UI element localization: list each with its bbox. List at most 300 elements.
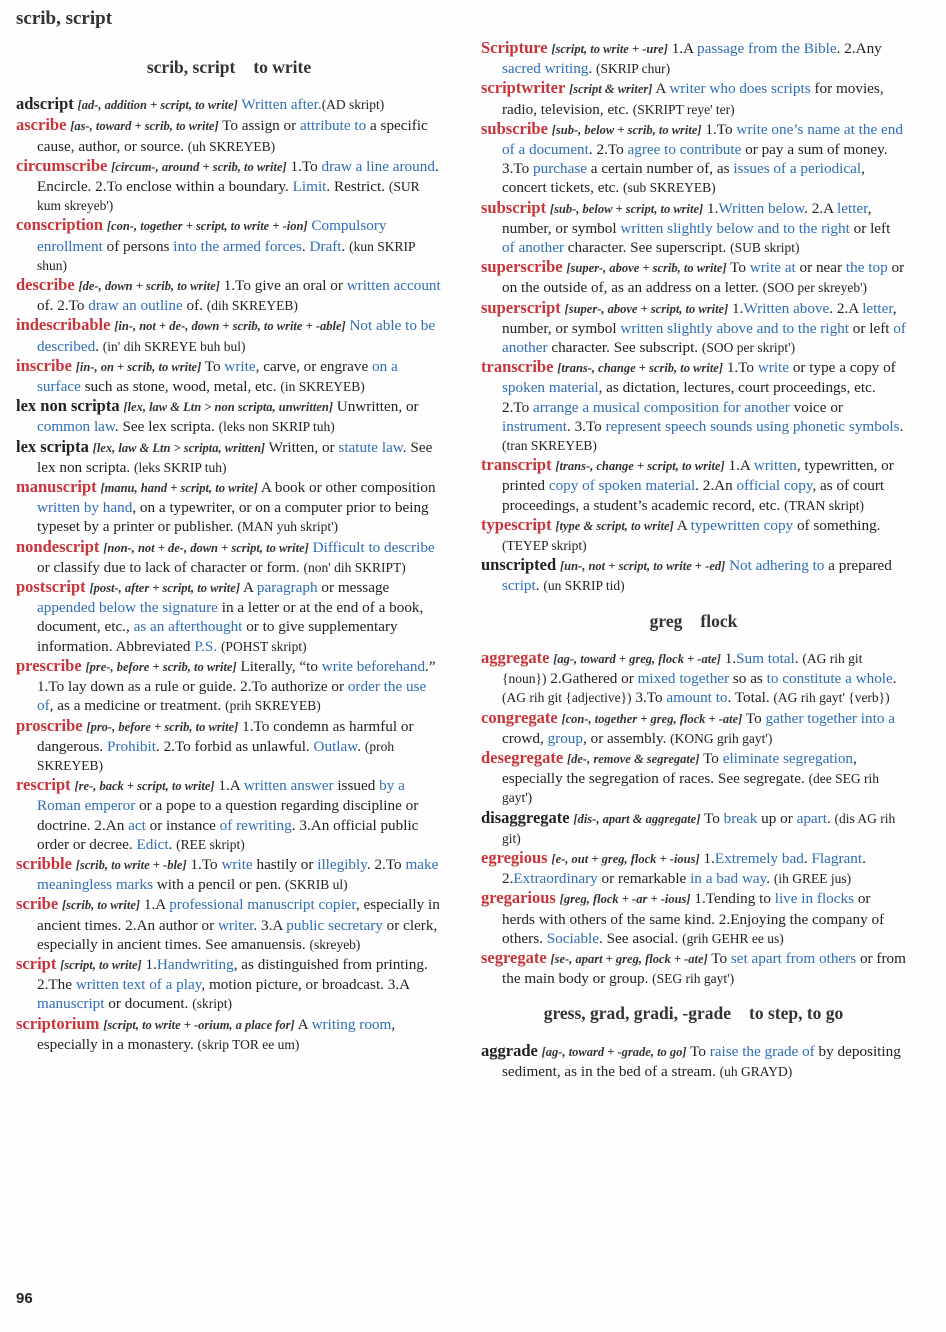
- headword: describe: [16, 275, 75, 295]
- headword: proscribe: [16, 715, 83, 735]
- entry-nondescript: [16, 537, 442, 577]
- definition-text: a specific cause, author, or source.: [37, 117, 428, 155]
- definition-highlight: letter: [862, 299, 893, 317]
- definition-text: or document.: [104, 995, 193, 1013]
- entry-lex-non-scripta: [16, 396, 442, 436]
- definition-text: in a letter or at the end of a book, document, etc.,: [37, 599, 424, 636]
- headword: typescript: [481, 514, 552, 534]
- section-title: gress, grad, gradi, -grade: [543, 1003, 731, 1024]
- pronunciation: (dih SKREYEB): [206, 298, 298, 314]
- definition-text: , as distinguished from printing. 2.The: [37, 955, 428, 994]
- right-column: [481, 38, 906, 1081]
- section-header-greg: [481, 612, 906, 631]
- pronunciation: (KONG grih gayt'): [670, 730, 773, 746]
- definition-text: . 2.To forbid as unlawful.: [155, 737, 314, 755]
- etymology: [ag-, toward + -grade, to go]: [541, 1044, 687, 1059]
- definition-highlight: make meaningless marks: [37, 855, 439, 894]
- definition-highlight: Sociable: [546, 929, 600, 947]
- definition-text: , especially in a monastery.: [37, 1015, 396, 1053]
- pronunciation: (AG rih git {noun}): [502, 650, 863, 687]
- definition-text: .: [301, 237, 310, 255]
- etymology: [type & script, to write]: [555, 518, 674, 533]
- pronunciation: (REE skript): [176, 836, 245, 852]
- entry-manuscript: [16, 477, 442, 537]
- definition-highlight: appended below the signature: [37, 599, 218, 617]
- headword: scriptorium: [16, 1013, 100, 1033]
- headword: conscription: [16, 215, 104, 235]
- pronunciation: (sub SKREYEB): [623, 180, 716, 196]
- entry-ascribe: [16, 115, 442, 155]
- definition-highlight: Edict: [136, 835, 169, 853]
- pronunciation: (AG rih gayt' {verb}): [773, 690, 890, 706]
- entry-list: [481, 1041, 906, 1081]
- definition-text: , number, or symbol: [502, 199, 872, 237]
- entry-scribe: [16, 894, 442, 954]
- definition-highlight: mixed together: [637, 670, 730, 688]
- headword: gregarious: [481, 888, 556, 908]
- definition-highlight: write: [757, 359, 790, 377]
- pronunciation: (skrip TOR ee um): [197, 1036, 300, 1052]
- section-gloss: flock: [700, 610, 738, 631]
- definition-text: a certain number of, as: [586, 160, 734, 178]
- etymology: [de-, remove & segregate]: [566, 751, 700, 766]
- definition-highlight: set apart from others: [730, 949, 857, 967]
- entry-subscribe: [481, 119, 906, 198]
- headword: postscript: [16, 577, 86, 597]
- definition-text: , as of court proceedings, a student’s academic record, etc.: [502, 477, 885, 514]
- definition-text: .: [588, 60, 597, 78]
- etymology: [de-, down + scrib, to write]: [78, 279, 220, 294]
- definition-text: or from the main body or group.: [502, 949, 906, 988]
- definition-highlight: written slightly above and to the right: [620, 319, 849, 337]
- definition-text: , especially in ancient times. 2.An author or: [37, 896, 440, 934]
- entry-scriptorium: [16, 1014, 442, 1054]
- etymology: [e-, out + greg, flock + -ious]: [551, 851, 700, 866]
- pronunciation: (ih GREE jus): [773, 871, 852, 887]
- entry-segregate: [481, 948, 906, 988]
- definition-text: 2.Gathered or: [546, 670, 638, 688]
- definition-text: , as a medicine or treatment.: [49, 697, 226, 715]
- definition-text: of something.: [793, 516, 881, 534]
- etymology: [script, to write + -ure]: [551, 42, 668, 56]
- definition-highlight: of rewriting: [219, 816, 292, 834]
- etymology: [re-, back + script, to write]: [74, 779, 215, 794]
- definition-text: or herds with others of the same kind. 2.Enjoying the company of others.: [502, 890, 885, 947]
- pronunciation: (in SKREYEB): [280, 379, 365, 395]
- pronunciation: (SKRIP chur): [596, 61, 671, 77]
- pronunciation: (kun SKRIP shun): [37, 238, 415, 273]
- definition-text: up or: [757, 809, 797, 827]
- definition-text: character. See superscript.: [564, 239, 731, 257]
- etymology: [scrib, to write + -ble]: [75, 857, 187, 872]
- etymology: [dis-, apart & aggregate]: [573, 811, 701, 826]
- definition-highlight: copy of spoken material: [548, 477, 696, 495]
- etymology: [pre-, before + scrib, to write]: [85, 659, 237, 674]
- definition-text: .: [794, 649, 803, 667]
- definition-highlight: to constitute a whole: [766, 670, 893, 688]
- etymology: [lex, law & Ltn > scripta, written]: [92, 440, 266, 455]
- definition-highlight: Compulsory enrollment: [37, 217, 387, 255]
- definition-text: .” 1.To lay down as a rule or guide. 2.To authorize or: [37, 657, 436, 696]
- definition-text: To: [201, 357, 225, 375]
- pronunciation: (SOO per skreyeb'): [762, 280, 868, 296]
- definition-text: 1.: [720, 649, 737, 667]
- definition-text: To assign or: [218, 117, 300, 135]
- definition-highlight: into the armed forces: [173, 237, 302, 255]
- definition-highlight: sacred writing: [502, 60, 589, 78]
- pronunciation: (leks non SKRIP tuh): [218, 419, 335, 435]
- headword: Scripture: [481, 38, 548, 57]
- definition-text: . 3.A: [253, 916, 287, 934]
- definition-text: voice or: [789, 398, 843, 416]
- definition-highlight: Handwriting: [156, 955, 234, 973]
- definition-text: To: [726, 259, 750, 277]
- definition-text: issued: [333, 777, 380, 795]
- headword: inscribe: [16, 355, 72, 375]
- pronunciation: (proh SKREYEB): [37, 738, 395, 773]
- etymology: [scrib, to write]: [61, 898, 141, 913]
- definition-highlight: written: [753, 457, 797, 475]
- definition-highlight: paragraph: [256, 579, 318, 597]
- definition-text: . 2.To: [588, 141, 628, 159]
- definition-text: , typewritten, or printed: [502, 457, 894, 495]
- pronunciation: (MAN yuh skript'): [237, 519, 339, 535]
- etymology: [post-, after + script, to write]: [89, 581, 240, 596]
- definition-text: , carve, or engrave: [255, 357, 372, 375]
- entry-rescript: [16, 775, 442, 854]
- definition-text: To: [686, 1042, 710, 1060]
- definition-highlight: issues of a periodical: [733, 160, 862, 178]
- definition-highlight: eliminate segregation: [722, 749, 854, 767]
- etymology: [con-, together + script, to write + -ion]: [106, 219, 308, 234]
- pronunciation: (prih SKREYEB): [225, 698, 321, 714]
- entry-gregarious: [481, 888, 906, 948]
- definition-text: 1.A: [214, 777, 244, 795]
- headword: superscript: [481, 297, 561, 317]
- definition-text: .: [803, 849, 812, 867]
- definition-text: . 2.An: [695, 477, 737, 495]
- entry-conscription: [16, 215, 442, 275]
- definition-text: or left: [848, 319, 894, 337]
- definition-highlight: live in flocks: [774, 890, 855, 908]
- definition-text: a prepared: [824, 557, 892, 575]
- definition-highlight: write one’s name at the end of a document: [502, 120, 903, 159]
- definition-highlight: Outlaw: [313, 737, 358, 755]
- headword: prescribe: [16, 655, 82, 675]
- definition-text: . See lex scripta.: [114, 418, 219, 436]
- definition-text: 1.: [728, 299, 744, 317]
- entry-proscribe: [16, 716, 442, 776]
- definition-text: or near: [795, 259, 846, 277]
- definition-text: , motion picture, or broadcast. 3.A: [201, 976, 410, 994]
- entry-list: [481, 648, 906, 988]
- definition-text: , especially the segregation of races. See segregate.: [502, 749, 857, 788]
- entry-egregious: [481, 848, 906, 888]
- definition-text: or to give supplementary information. Abbreviated: [37, 618, 398, 655]
- etymology: [trans-, change + script, to write]: [555, 459, 725, 474]
- definition-text: character. See subscript.: [547, 339, 702, 357]
- definition-highlight: group: [547, 729, 583, 747]
- etymology: [trans-, change + scrib, to write]: [557, 361, 724, 376]
- definition-text: 1.To condemn as harmful or dangerous.: [37, 717, 414, 755]
- definition-highlight: apart: [796, 809, 827, 827]
- entry-list: [16, 94, 442, 1054]
- definition-highlight: professional manuscript copier: [169, 896, 356, 914]
- definition-highlight: written by hand: [37, 499, 133, 517]
- entry-postscript: [16, 577, 442, 656]
- definition-text: crowd,: [502, 729, 548, 747]
- headword: scribble: [16, 853, 72, 873]
- definition-text: or instance: [145, 816, 220, 834]
- left-column: [16, 58, 442, 1054]
- definition-text: 1.A: [724, 457, 754, 475]
- headword: circumscribe: [16, 155, 108, 175]
- definition-text: A book or other composition: [257, 479, 436, 497]
- etymology: [ag-, toward + greg, flock + -ate]: [553, 651, 721, 666]
- definition-highlight: illegibly: [317, 855, 367, 873]
- pronunciation: (tran SKREYEB): [502, 438, 597, 454]
- definition-text: or type a copy of: [789, 359, 896, 377]
- definition-highlight: Sum total: [736, 649, 795, 667]
- pronunciation: (AD skript): [321, 97, 385, 113]
- definition-text: , number, or symbol: [502, 299, 897, 337]
- pronunciation: (SKRIB ul): [285, 877, 348, 893]
- definition-text: such as stone, wood, metal, etc.: [80, 378, 281, 396]
- etymology: [script, to write + -orium, a place for]: [103, 1017, 295, 1032]
- definition-text: for movies, radio, television, etc.: [502, 80, 884, 118]
- entry-script: [16, 954, 442, 1014]
- definition-highlight: order the use of: [37, 678, 427, 715]
- definition-highlight: Written below: [718, 199, 805, 217]
- definition-text: Unwritten, or: [332, 398, 419, 416]
- headword: disaggregate: [481, 807, 570, 827]
- definition-highlight: raise the grade of: [709, 1042, 815, 1060]
- headword: ascribe: [16, 115, 67, 135]
- definition-text: .: [95, 337, 103, 355]
- definition-text: . 2.: [502, 849, 866, 888]
- headword: transcript: [481, 455, 552, 475]
- definition-highlight: Limit: [292, 178, 327, 196]
- definition-text: or message: [317, 579, 390, 597]
- headword: egregious: [481, 847, 548, 867]
- entry-prescribe: [16, 656, 442, 716]
- pronunciation: (in' dih SKREYE buh bul): [102, 338, 246, 354]
- definition-highlight: passage from the Bible: [697, 40, 837, 57]
- section-title: greg: [649, 610, 683, 631]
- definition-highlight: writer: [217, 916, 254, 934]
- entry-transcribe: [481, 357, 906, 455]
- entry-congregate: [481, 708, 906, 748]
- pronunciation: (TEYEP skript): [502, 538, 587, 554]
- definition-highlight: writing room: [311, 1015, 392, 1033]
- pronunciation: (skript): [192, 996, 232, 1012]
- definition-highlight: script: [502, 577, 536, 595]
- definition-text: 1.A: [667, 40, 698, 57]
- definition-highlight: written answer: [243, 777, 334, 795]
- pronunciation: (TRAN skript): [784, 497, 864, 513]
- pronunciation: (non' dih SKRIPT): [303, 559, 406, 575]
- definition-text: or on the outside of, as an address on a letter.: [502, 259, 905, 297]
- etymology: [se-, apart + greg, flock + -ate]: [550, 951, 708, 966]
- definition-text: .: [766, 870, 774, 888]
- definition-highlight: amount to: [666, 689, 728, 707]
- definition-highlight: on a surface: [37, 357, 398, 396]
- entry-superscribe: [481, 257, 906, 297]
- definition-highlight: agree to contribute: [627, 141, 742, 159]
- headword: nondescript: [16, 536, 100, 556]
- pronunciation: (skreyeb): [309, 936, 361, 952]
- entry-scriptwriter: [481, 78, 906, 118]
- definition-highlight: by a Roman emperor: [37, 777, 405, 815]
- definition-text: , concert tickets, etc.: [502, 160, 865, 197]
- pronunciation: (SEG rih gayt'): [652, 971, 735, 987]
- definition-text: 1.To: [701, 120, 737, 138]
- definition-highlight: Not able to be described: [37, 317, 436, 355]
- definition-highlight: official copy: [736, 477, 813, 495]
- definition-text: , as dictation, lectures, court proceedings, etc. 2.To: [502, 379, 876, 416]
- etymology: [un-, not + script, to write + -ed]: [559, 559, 726, 574]
- definition-text: or clerk, especially in ancient times. See amanuensis.: [37, 916, 438, 953]
- definition-highlight: manuscript: [37, 995, 105, 1013]
- definition-text: . Encircle. 2.To enclose within a boundary.: [37, 157, 439, 196]
- entry-adscript: [16, 94, 442, 115]
- etymology: [lex, law & Ltn > non scripta, unwritten]: [123, 400, 333, 415]
- section-header-scrib: [16, 58, 442, 77]
- definition-highlight: of another: [502, 319, 906, 357]
- entry-unscripted: [481, 555, 906, 595]
- definition-text: 1.: [699, 849, 715, 867]
- headword: subscribe: [481, 118, 548, 138]
- section-gloss: to write: [253, 57, 312, 77]
- definition-text: Literally, “to: [236, 657, 322, 675]
- etymology: [non-, not + de-, down + script, to write]: [103, 540, 309, 555]
- definition-highlight: Flagrant: [811, 849, 863, 867]
- etymology: [pro-, before + scrib, to write]: [86, 719, 239, 734]
- definition-text: with a pencil or pen.: [153, 876, 286, 894]
- definition-highlight: Difficult to describe: [312, 538, 435, 556]
- definition-text: . 2.To: [366, 855, 406, 873]
- etymology: [super-, above + scrib, to write]: [566, 261, 727, 276]
- definition-highlight: arrange a musical composition for another: [533, 398, 790, 416]
- definition-text: .: [826, 809, 835, 827]
- definition-text: of. 2.To: [37, 297, 89, 315]
- definition-highlight: Not adhering to: [729, 557, 825, 575]
- definition-text: of.: [182, 297, 207, 315]
- etymology: [script, to write]: [60, 957, 142, 972]
- definition-text: .: [341, 237, 350, 255]
- definition-highlight: draw a line around: [321, 157, 435, 175]
- definition-highlight: public secretary: [286, 916, 383, 934]
- definition-highlight: common law: [37, 418, 115, 436]
- etymology: [circum-, around + scrib, to write]: [111, 159, 287, 174]
- headword: lex non scripta: [16, 396, 120, 416]
- pronunciation: (SUB skript): [730, 240, 800, 256]
- entry-scribble: [16, 854, 442, 894]
- pronunciation: (AG rih git {adjective}): [502, 690, 632, 706]
- definition-highlight: writer who does scripts: [669, 80, 811, 98]
- definition-text: . 2.Any: [836, 40, 882, 57]
- definition-text: A: [652, 80, 670, 98]
- definition-highlight: statute law: [338, 438, 403, 456]
- entry-aggregate: [481, 648, 906, 708]
- definition-text: . 3.To: [566, 417, 606, 435]
- definition-text: To: [742, 709, 766, 727]
- definition-highlight: Written after.: [241, 96, 322, 114]
- entry-scripture: [481, 38, 906, 78]
- definition-text: .: [168, 835, 177, 853]
- definition-text: of persons: [102, 237, 174, 255]
- headword: congregate: [481, 707, 558, 727]
- definition-text: so as: [729, 670, 767, 688]
- definition-text: .: [899, 417, 904, 435]
- definition-text: 1.A: [140, 896, 170, 914]
- entry-subscript: [481, 198, 906, 258]
- definition-text: . Restrict.: [326, 178, 389, 196]
- definition-text: 1.: [141, 955, 157, 973]
- definition-highlight: written text of a play: [75, 976, 202, 994]
- definition-text: 1.Tending to: [690, 890, 775, 908]
- definition-text: Written, or: [265, 438, 339, 456]
- etymology: [super-, above + script, to write]: [564, 301, 729, 316]
- definition-highlight: Extraordinary: [513, 870, 598, 888]
- entry-superscript: [481, 298, 906, 358]
- definition-highlight: typewritten copy: [690, 516, 794, 534]
- definition-text: . See asocial.: [599, 929, 683, 947]
- definition-text: . See lex non scripta.: [37, 438, 433, 476]
- definition-text: or remarkable: [597, 870, 691, 888]
- definition-text: hastily or: [252, 855, 318, 873]
- entry-inscribe: [16, 356, 442, 396]
- headword: superscribe: [481, 257, 563, 277]
- definition-highlight: Written above: [743, 299, 830, 317]
- entry-lex-scripta: [16, 437, 442, 477]
- definition-text: by depositing sediment, as in the bed of a stream.: [502, 1042, 901, 1080]
- etymology: [greg, flock + -ar + -ious]: [559, 892, 691, 907]
- definition-highlight: instrument: [502, 417, 567, 435]
- headword: subscript: [481, 197, 547, 217]
- section-header-gress: [481, 1004, 906, 1023]
- entry-list: [481, 38, 906, 596]
- etymology: [con-, together + greg, flock + -ate]: [561, 711, 743, 726]
- definition-text: 1.: [703, 199, 719, 217]
- definition-highlight: written slightly below and to the right: [620, 219, 850, 237]
- headword: manuscript: [16, 477, 97, 497]
- pronunciation: (dee SEG rih gayt'): [502, 771, 880, 806]
- headword: scribe: [16, 894, 59, 914]
- definition-text: . 2.A: [829, 299, 863, 317]
- headword: unscripted: [481, 555, 557, 575]
- running-head: scrib, script: [16, 8, 113, 29]
- pronunciation: (dis AG rih git): [502, 810, 896, 846]
- etymology: [script & writer]: [569, 82, 653, 97]
- entry-indescribable: [16, 315, 442, 355]
- pronunciation: (SUR kum skreyeb'): [37, 179, 420, 214]
- definition-text: To: [700, 809, 724, 827]
- definition-highlight: represent speech sounds using phonetic symbols: [605, 417, 900, 435]
- definition-highlight: in a bad way: [690, 870, 767, 888]
- pronunciation: (SKRIPT reye' ter): [632, 101, 735, 117]
- section-gloss: to step, to go: [749, 1003, 844, 1024]
- definition-highlight: spoken material: [502, 379, 599, 397]
- definition-text: or a pope to a question regarding discipline or doctrine. 2.An: [37, 797, 419, 834]
- definition-text: . Total.: [727, 689, 774, 707]
- headword: aggrade: [481, 1040, 538, 1060]
- definition-text: A: [239, 579, 257, 597]
- headword: aggregate: [481, 647, 550, 667]
- etymology: [sub-, below + scrib, to write]: [551, 122, 702, 137]
- headword: desegregate: [481, 747, 564, 767]
- definition-text: A: [673, 516, 691, 534]
